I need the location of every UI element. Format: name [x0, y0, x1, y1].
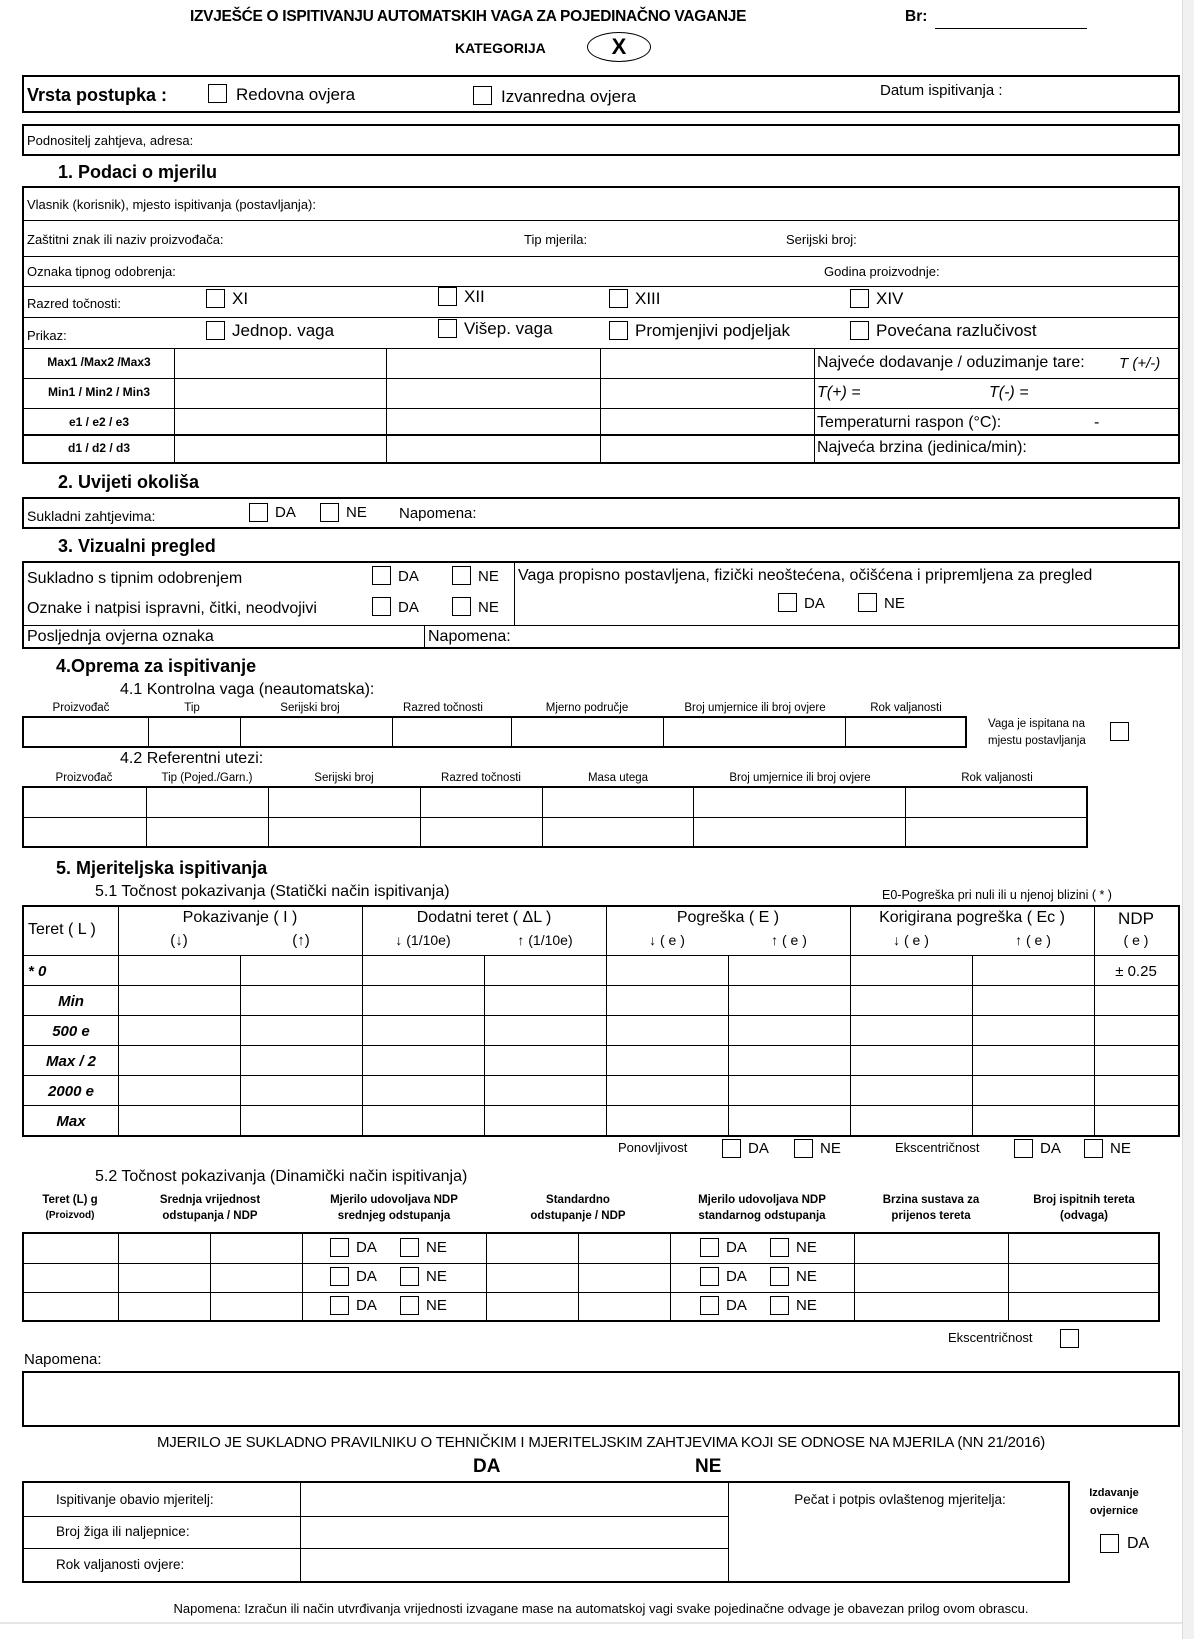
- mean-yes-label: DA: [356, 1239, 377, 1256]
- conformity-statement: MJERILO JE SUKLADNO PRAVILNIKU O TEHNIČKIM I MJERITELJSKIM ZAHTJEVIMA KOJI SE ODNOSE NA MJERILA (NN 21/2016): [156, 1434, 1046, 1451]
- accuracy-xiv-checkbox[interactable]: [850, 289, 869, 308]
- mean-yes-label: DA: [356, 1297, 377, 1314]
- document-title: IZVJEŠĆE O ISPITIVANJU AUTOMATSKIH VAGA ZA POJEDINAČNO VAGANJE: [190, 8, 747, 25]
- display-variable-checkbox[interactable]: [609, 321, 628, 340]
- col-corrected-error: Korigirana pogreška ( Ec ): [879, 909, 1065, 926]
- approval-no-label: NE: [478, 568, 499, 585]
- col42-type: Tip (Pojed./Garn.): [161, 772, 253, 784]
- certificate-yes-label: DA: [1127, 1535, 1150, 1552]
- mean-no-checkbox[interactable]: [400, 1238, 419, 1257]
- cell41-validity[interactable]: [845, 717, 966, 747]
- approval-yes-label: DA: [398, 568, 419, 585]
- number-field[interactable]: [935, 28, 1087, 29]
- std-yes-label: DA: [726, 1239, 747, 1256]
- col-added-up: ↑ (1/10e): [517, 932, 573, 948]
- std-yes-label: DA: [726, 1268, 747, 1285]
- cell42-validity[interactable]: [905, 817, 1087, 847]
- type-label: Tip mjerila:: [524, 232, 588, 247]
- cell41-serial[interactable]: [241, 717, 393, 747]
- accuracy-xii-checkbox[interactable]: [438, 287, 457, 306]
- std-yes-checkbox[interactable]: [700, 1238, 719, 1257]
- cell41-manufacturer[interactable]: [23, 717, 149, 747]
- cell41-cert[interactable]: [664, 717, 846, 747]
- std-yes-checkbox[interactable]: [700, 1296, 719, 1315]
- eccentricity52-label: Ekscentričnost: [948, 1330, 1033, 1345]
- col52-mean-dev: Srednja vrijednost odstupanja / NDP: [159, 1194, 261, 1222]
- col-ndp-unit: ( e ): [1123, 932, 1149, 948]
- conformity-yes[interactable]: DA: [473, 1456, 501, 1477]
- cell42-manufacturer[interactable]: [23, 787, 147, 817]
- std-no-label: NE: [796, 1297, 817, 1314]
- cell42-accuracy[interactable]: [420, 817, 542, 847]
- cell42-manufacturer[interactable]: [23, 817, 147, 847]
- eccentricity-yes-label: DA: [1040, 1140, 1061, 1157]
- std-no-label: NE: [796, 1239, 817, 1256]
- accuracy-xii-label: XII: [464, 287, 485, 306]
- regular-label: Redovna ovjera: [236, 85, 356, 104]
- installed-no-checkbox[interactable]: [858, 593, 877, 612]
- owner-label: Vlasnik (korisnik), mjesto ispitivanja (postavljanja):: [27, 197, 316, 212]
- env-note-label: Napomena:: [399, 505, 477, 522]
- certificate-label: Izdavanje ovjernice: [1089, 1487, 1139, 1517]
- col-indication: Pokazivanje ( I ): [182, 909, 298, 926]
- col-error-down: ↓ ( e ): [649, 932, 685, 948]
- seal-number-field[interactable]: [302, 1517, 726, 1548]
- mean-yes-label: DA: [356, 1268, 377, 1285]
- tester-label: Ispitivanje obavio mjeritelj:: [56, 1492, 214, 1507]
- section4-title: 4.Oprema za ispitivanje: [56, 656, 257, 676]
- control-scale-title: 4.1 Kontrolna vaga (neautomatska):: [120, 681, 375, 698]
- reference-weights-title: 4.2 Referentni utezi:: [120, 750, 264, 767]
- tare-label: Najveće dodavanje / oduzimanje tare:: [817, 354, 1085, 371]
- e0-note: E0-Pogreška pri nuli ili u njenoj blizini ( * ): [882, 888, 1112, 902]
- applicant-label: Podnositelj zahtjeva, adresa:: [27, 133, 194, 148]
- number-label: Br:: [905, 8, 928, 25]
- mean-yes-checkbox[interactable]: [330, 1267, 349, 1286]
- procedure-label: Vrsta postupka :: [27, 85, 168, 105]
- eccentricity-yes-checkbox[interactable]: [1014, 1139, 1033, 1158]
- type-approval-label: Sukladno s tipnim odobrenjem: [27, 570, 243, 587]
- col42-serial: Serijski broj: [314, 772, 374, 784]
- accuracy-xiii-checkbox[interactable]: [609, 289, 628, 308]
- row-load-zero: * 0: [28, 963, 47, 980]
- col-ndp: NDP: [1118, 909, 1154, 928]
- col52-count: Broj ispitnih tereta (odvaga): [1033, 1194, 1135, 1222]
- stamp-label: Pečat i potpis ovlaštenog mjeritelja:: [794, 1492, 1006, 1507]
- applicant-row[interactable]: [22, 124, 1180, 156]
- procedure-row: [22, 75, 1180, 113]
- env-yes-label: DA: [275, 504, 296, 521]
- inspection-note-label: Napomena:: [428, 628, 511, 645]
- accuracy-xiii-label: XIII: [635, 289, 661, 308]
- mean-no-label: NE: [426, 1297, 447, 1314]
- static-accuracy-table: [22, 905, 1180, 1137]
- display-single-label: Jednop. vaga: [232, 321, 335, 340]
- env-yes-checkbox[interactable]: [249, 503, 268, 522]
- cell42-mass[interactable]: [542, 787, 694, 817]
- mean-no-checkbox[interactable]: [400, 1296, 419, 1315]
- cell41-range[interactable]: [512, 717, 664, 747]
- row-load-min: Min: [58, 993, 84, 1010]
- stamp-field[interactable]: [730, 1513, 1070, 1581]
- certificate-yes-checkbox[interactable]: [1100, 1534, 1119, 1553]
- cell42-type[interactable]: [147, 787, 269, 817]
- cell42-accuracy[interactable]: [420, 787, 542, 817]
- temperature-dash: -: [1094, 414, 1100, 431]
- manufacturer-label: Zaštitni znak ili naziv proizvođača:: [27, 232, 224, 247]
- cell42-cert[interactable]: [694, 817, 906, 847]
- conformity-no[interactable]: NE: [695, 1456, 722, 1477]
- note-field[interactable]: [22, 1371, 1180, 1427]
- display-single-checkbox[interactable]: [206, 321, 225, 340]
- temperature-label: Temperaturni raspon (°C):: [817, 414, 1002, 431]
- installed-yes-checkbox[interactable]: [778, 593, 797, 612]
- approval-no-checkbox[interactable]: [452, 566, 471, 585]
- tester-field[interactable]: [302, 1483, 726, 1516]
- instrument-data-table: [22, 186, 1180, 436]
- std-no-checkbox[interactable]: [770, 1238, 789, 1257]
- repeatability-label: Ponovljivost: [618, 1140, 688, 1155]
- accuracy-xi-label: XI: [232, 289, 249, 308]
- section2-title: 2. Uvijeti okoliša: [58, 472, 200, 492]
- last-mark-label: Posljednja ovjerna oznaka: [27, 628, 214, 645]
- row-load-max: Max: [56, 1113, 86, 1130]
- col41-validity: Rok valjanosti: [870, 702, 942, 714]
- repeatability-no-label: NE: [820, 1140, 841, 1157]
- col52-std-dev: Standardno odstupanje / NDP: [530, 1194, 626, 1222]
- repeatability-no-checkbox[interactable]: [794, 1139, 813, 1158]
- test-date-label: Datum ispitivanja :: [880, 82, 1003, 99]
- markings-no-label: NE: [478, 599, 499, 616]
- approval-label: Oznaka tipnog odobrenja:: [27, 264, 176, 279]
- section3-title: 3. Vizualni pregled: [58, 536, 216, 556]
- col-error: Pogreška ( E ): [676, 909, 780, 926]
- eccentricity52-checkbox[interactable]: [1060, 1329, 1079, 1348]
- col-corrected-up: ↑ ( e ): [1015, 932, 1051, 948]
- page-bottom-edge: [0, 1622, 1182, 1624]
- environment-row: [22, 497, 1180, 529]
- control-scale-table: [22, 716, 967, 748]
- eccentricity-no-label: NE: [1110, 1140, 1131, 1157]
- env-no-checkbox[interactable]: [320, 503, 339, 522]
- extraordinary-checkbox[interactable]: [473, 86, 492, 105]
- col41-range: Mjerno područje: [545, 702, 629, 714]
- col42-validity: Rok valjanosti: [961, 772, 1033, 784]
- std-no-label: NE: [796, 1268, 817, 1285]
- std-yes-checkbox[interactable]: [700, 1267, 719, 1286]
- col42-mass: Masa utega: [587, 772, 649, 784]
- seal-number-label: Broj žiga ili naljepnice:: [56, 1524, 190, 1539]
- category-label: KATEGORIJA: [455, 40, 546, 56]
- spec-min-label: Min1 / Min2 / Min3: [47, 385, 150, 399]
- std-yes-label: DA: [726, 1297, 747, 1314]
- std-no-checkbox[interactable]: [770, 1267, 789, 1286]
- display-label: Prikaz:: [27, 328, 67, 343]
- row-load-half-max: Max / 2: [45, 1053, 97, 1070]
- col42-accuracy: Razred točnosti: [441, 772, 521, 784]
- onsite-checkbox[interactable]: [1110, 722, 1129, 741]
- mean-yes-checkbox[interactable]: [330, 1296, 349, 1315]
- col42-cert: Broj umjernice ili broj ovjere: [729, 772, 871, 784]
- row-load-2000e: 2000 e: [48, 1083, 94, 1100]
- col42-manufacturer: Proizvođač: [55, 772, 113, 784]
- col41-accuracy: Razred točnosti: [403, 702, 483, 714]
- markings-label: Oznake i natpisi ispravni, čitki, neodvojivi: [27, 600, 317, 617]
- spec-max-label: Max1 /Max2 /Max3: [47, 355, 151, 369]
- col52-meets-mean: Mjerilo udovoljava NDP srednjeg odstupanja: [330, 1194, 458, 1222]
- accuracy-xiv-label: XIV: [876, 289, 904, 308]
- ndp-zero-value: ± 0.25: [1115, 963, 1157, 980]
- display-variable-label: Promjenjivi podjeljak: [635, 321, 790, 340]
- col41-cert: Broj umjernice ili broj ovjere: [684, 702, 826, 714]
- static-test-title: 5.1 Točnost pokazivanja (Statički način ispitivanja): [95, 883, 450, 900]
- markings-yes-checkbox[interactable]: [372, 597, 391, 616]
- validity-field[interactable]: [302, 1549, 726, 1581]
- approval-yes-checkbox[interactable]: [372, 566, 391, 585]
- col-indication-down: (↓): [170, 932, 188, 949]
- reference-weights-table: [22, 786, 1088, 848]
- max-speed-label: Najveća brzina (jedinica/min):: [817, 439, 1027, 456]
- footer-note: Napomena: Izračun ili način utvrđivanja vrijednosti izvagane mase na automatskoj vagi svake pojedinačne odvage je obavezan prilog ovom obrascu.: [173, 1601, 1029, 1616]
- repeatability-yes-label: DA: [748, 1140, 769, 1157]
- note-label: Napomena:: [24, 1351, 102, 1368]
- regular-checkbox[interactable]: [208, 84, 227, 103]
- col-load: Teret ( L ): [28, 921, 96, 938]
- installed-label: Vaga propisno postavljena, fizički neoštećena, očišćena i pripremljena za pregled: [518, 567, 1093, 584]
- section5-title: 5. Mjeriteljska ispitivanja: [56, 858, 268, 878]
- col52-meets-std: Mjerilo udovoljava NDP standarnog odstupanja: [698, 1194, 826, 1222]
- visual-inspection-table: [22, 561, 1180, 649]
- category-badge: X: [587, 32, 651, 62]
- signature-table: [22, 1481, 1070, 1583]
- dynamic-test-title: 5.2 Točnost pokazivanja (Dinamički način ispitivanja): [95, 1168, 468, 1185]
- col-indication-up: (↑): [292, 932, 310, 949]
- cell42-mass[interactable]: [542, 817, 694, 847]
- row-load-500e: 500 e: [52, 1023, 90, 1040]
- section1-title: 1. Podaci o mjerilu: [58, 162, 218, 182]
- col-error-up: ↑ ( e ): [771, 932, 807, 948]
- mean-no-label: NE: [426, 1239, 447, 1256]
- cell41-accuracy[interactable]: [392, 717, 512, 747]
- tare-minus-label: T(-) =: [989, 384, 1029, 401]
- installed-no-label: NE: [884, 595, 905, 612]
- installed-yes-label: DA: [804, 595, 825, 612]
- validity-label: Rok valjanosti ovjere:: [56, 1557, 185, 1572]
- cell42-validity[interactable]: [905, 787, 1087, 817]
- col-corrected-down: ↓ ( e ): [893, 932, 929, 948]
- serial-label: Serijski broj:: [786, 232, 857, 247]
- accuracy-xi-checkbox[interactable]: [206, 289, 225, 308]
- markings-no-checkbox[interactable]: [452, 597, 471, 616]
- col-added-load: Dodatni teret ( ΔL ): [416, 909, 552, 926]
- cell42-serial[interactable]: [269, 817, 421, 847]
- eccentricity-no-checkbox[interactable]: [1084, 1139, 1103, 1158]
- display-multi-checkbox[interactable]: [438, 319, 457, 338]
- mean-no-checkbox[interactable]: [400, 1267, 419, 1286]
- display-resolution-checkbox[interactable]: [850, 321, 869, 340]
- accuracy-label: Razred točnosti:: [27, 296, 121, 311]
- cell42-cert[interactable]: [694, 787, 906, 817]
- col41-type: Tip: [184, 702, 200, 714]
- year-label: Godina proizvodnje:: [824, 264, 940, 279]
- col41-manufacturer: Proizvođač: [52, 702, 110, 714]
- spec-d-row: [22, 434, 1180, 464]
- onsite-label: Vaga je ispitana na mjestu postavljanja: [988, 718, 1086, 747]
- cell42-type[interactable]: [147, 817, 269, 847]
- markings-yes-label: DA: [398, 599, 419, 616]
- cell41-type[interactable]: [149, 717, 241, 747]
- compliant-label: Sukladni zahtjevima:: [27, 508, 156, 524]
- display-multi-label: Višep. vaga: [464, 319, 553, 338]
- spec-e-label: e1 / e2 / e3: [68, 415, 130, 429]
- page-edge: [1182, 0, 1194, 1639]
- repeatability-yes-checkbox[interactable]: [722, 1139, 741, 1158]
- eccentricity-label: Ekscentričnost: [895, 1140, 980, 1155]
- tare-plus-label: T(+) =: [817, 384, 861, 401]
- col-added-down: ↓ (1/10e): [395, 932, 451, 948]
- col52-load: Teret (L) g (Proizvod): [42, 1194, 98, 1221]
- col52-speed: Brzina sustava za prijenos tereta: [882, 1194, 980, 1222]
- mean-yes-checkbox[interactable]: [330, 1238, 349, 1257]
- env-no-label: NE: [346, 504, 367, 521]
- spec-d-label: d1 / d2 / d3: [67, 441, 130, 455]
- col41-serial: Serijski broj: [280, 702, 340, 714]
- std-no-checkbox[interactable]: [770, 1296, 789, 1315]
- display-resolution-label: Povećana razlučivost: [876, 321, 1037, 340]
- dynamic-accuracy-table: [22, 1232, 1160, 1322]
- tare-symbol: T (+/-): [1119, 355, 1161, 372]
- mean-no-label: NE: [426, 1268, 447, 1285]
- cell42-serial[interactable]: [269, 787, 421, 817]
- extraordinary-label: Izvanredna ovjera: [501, 87, 637, 106]
